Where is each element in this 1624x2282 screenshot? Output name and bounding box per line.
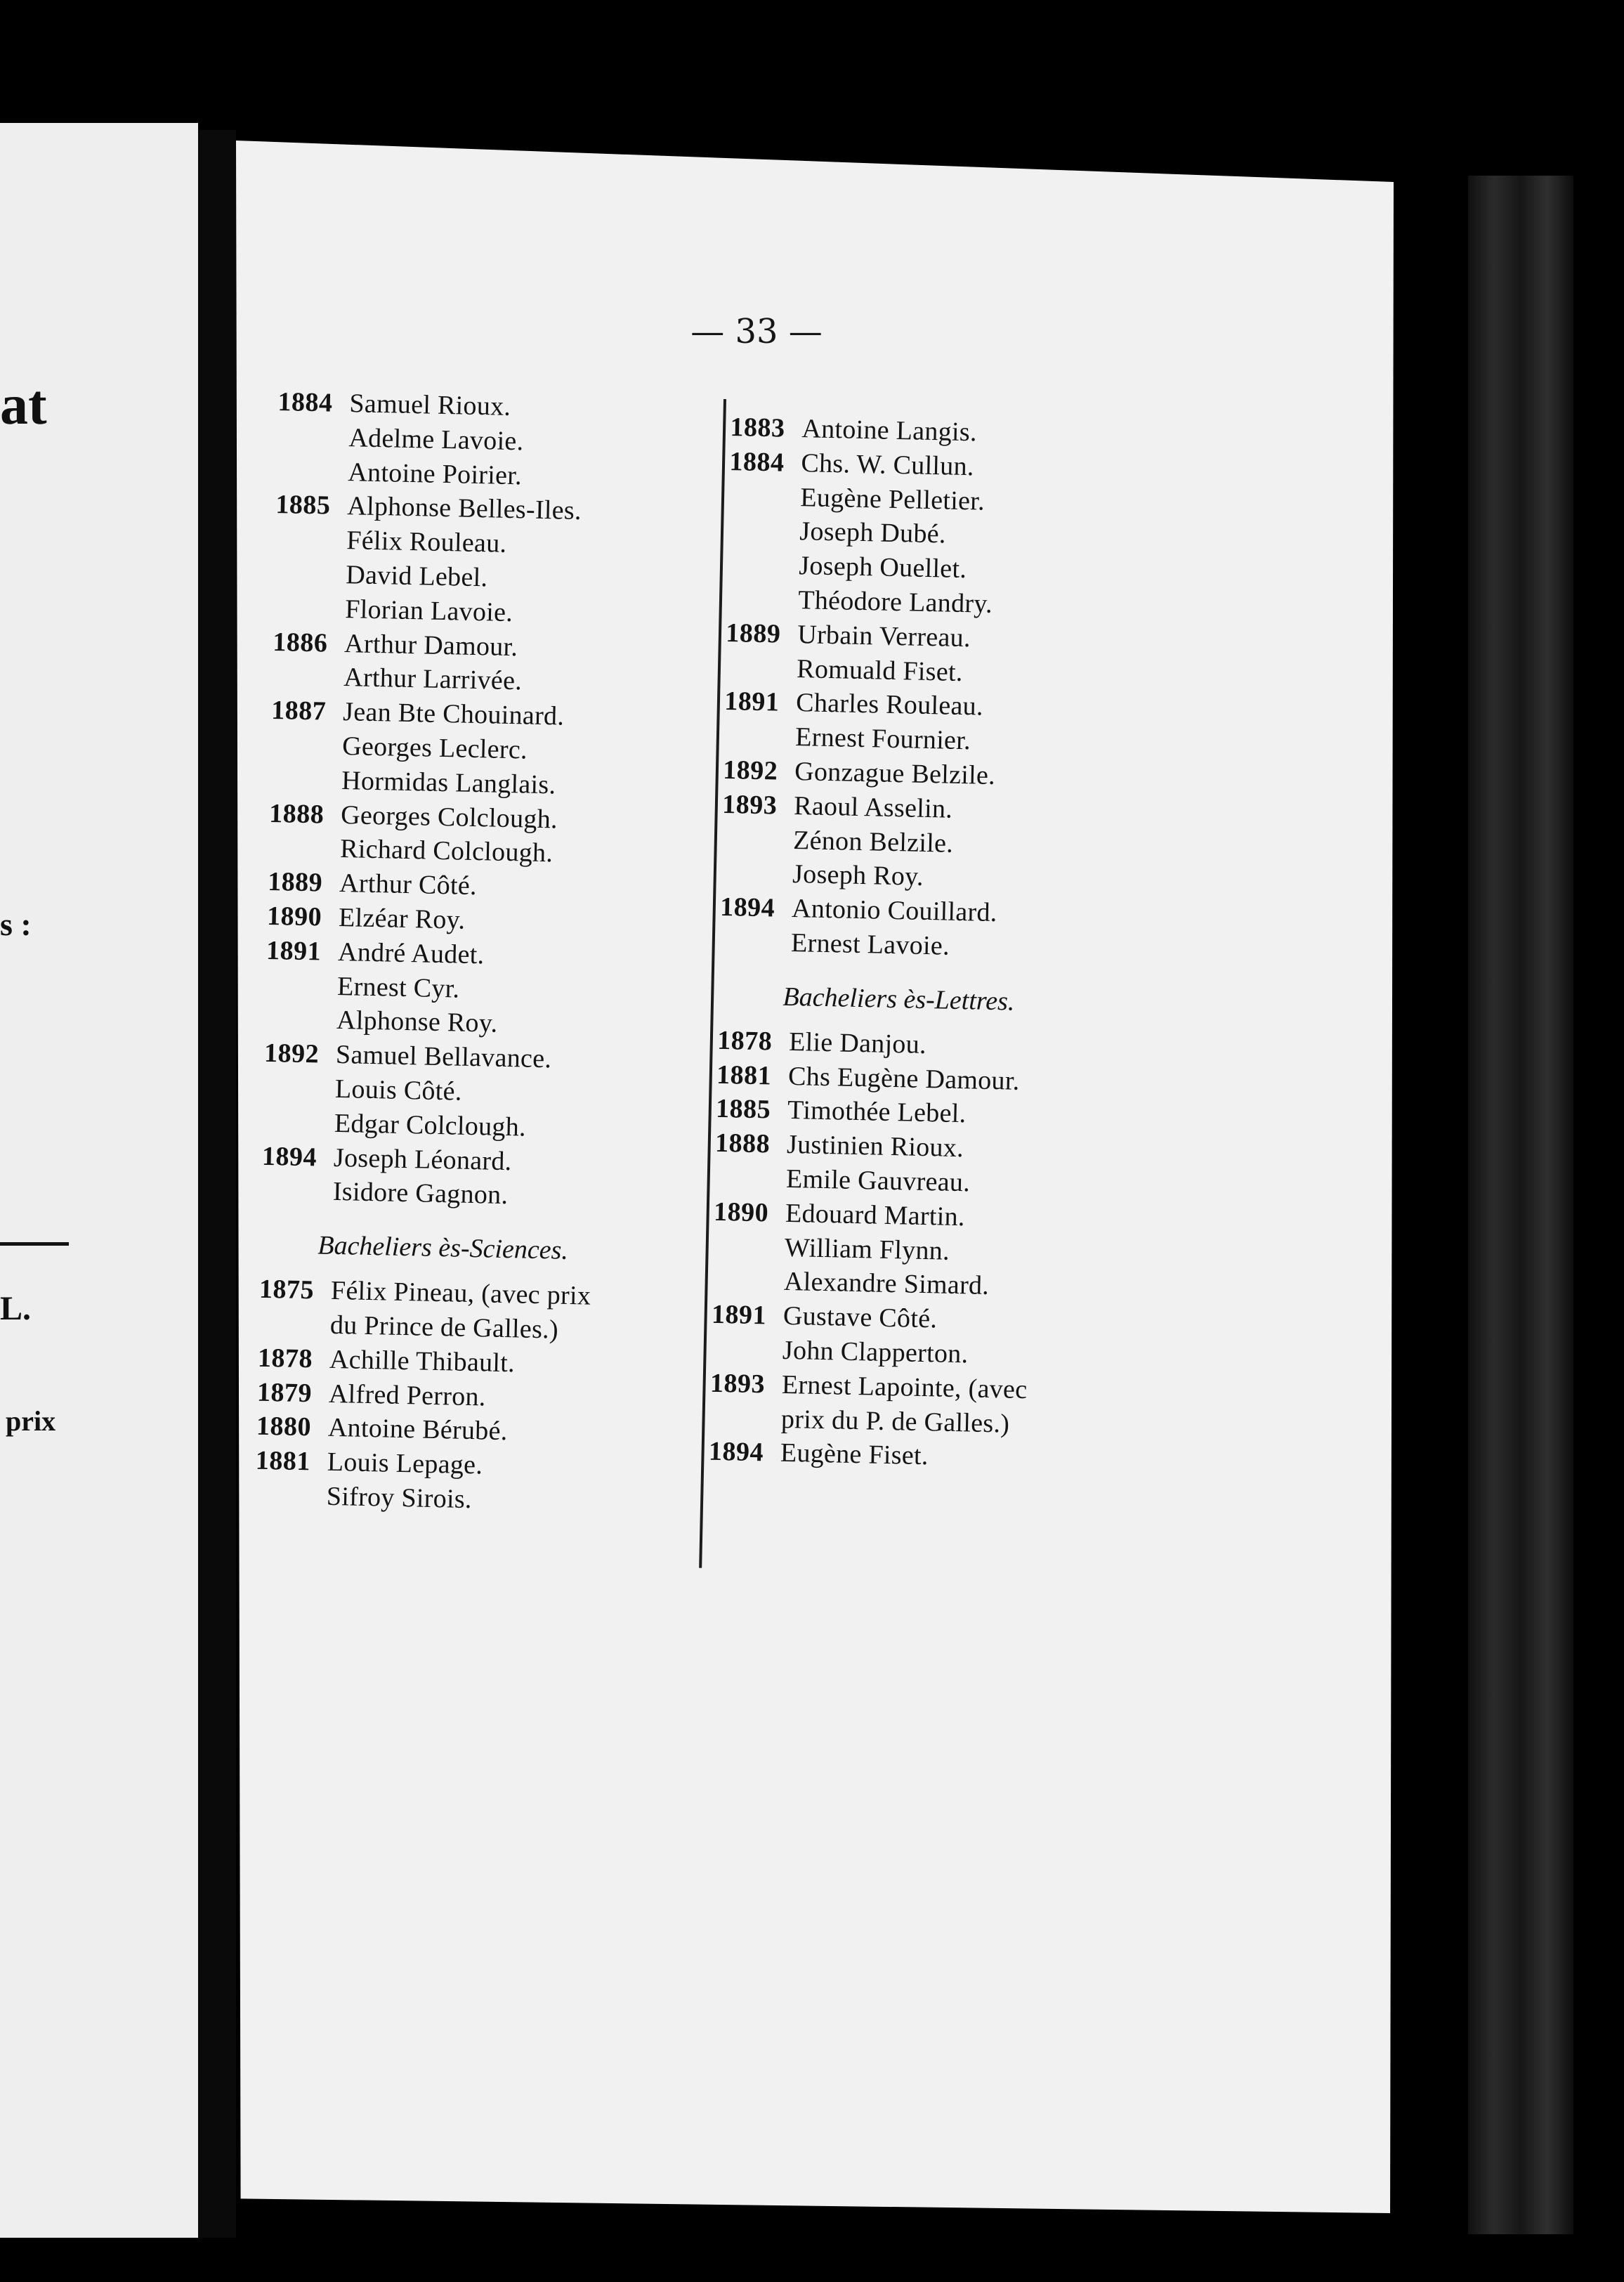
entry-name: Eugène Fiset. [780,1438,929,1471]
entry-name: André Audet. [337,937,485,970]
entry-name: Alphonse Roy. [336,1005,498,1039]
entry-year: 1894 [708,1436,764,1468]
left-group-2 [254,1272,692,1521]
entry-year: 1878 [716,1025,773,1057]
entry-name: Richard Colclough. [339,834,554,868]
entry-year [714,1161,787,1197]
entry-name: prix du P. de Galles.) [780,1404,1010,1439]
entry-year [721,856,793,892]
entry-year: 1890 [266,901,322,932]
entry-year: 1881 [716,1060,772,1090]
entry-name: Louis Lepage. [327,1447,483,1480]
entry-year: 1889 [267,867,323,898]
entry-name: du Prince de Galles.) [329,1310,559,1345]
entry-name: Alexandre Simard. [783,1267,990,1301]
entry-name: Antoine Langis. [801,414,978,448]
entry-year: 1881 [255,1445,311,1477]
entry-year [276,454,348,490]
entry-year: 1887 [270,696,327,726]
entry-name: Jean Bte Chouinard. [342,697,565,731]
entry-year [258,1307,331,1343]
entry-year: 1892 [722,755,778,786]
left-fragment-l: L. [0,1290,32,1327]
entry-year: 1879 [256,1377,313,1408]
entry-name: Elie Danjou. [788,1026,927,1060]
entry-year [712,1263,785,1299]
entry-year: 1880 [256,1411,312,1442]
entry-year: 1891 [723,686,780,717]
entry-name: Louis Côté. [334,1074,463,1107]
left-fragment-at: at [0,374,47,436]
entry-year: 1884 [277,386,333,418]
entry-name: Isidore Gagnon. [332,1177,509,1211]
entry-name: David Lebel. [345,560,488,593]
entry-year: 1889 [725,618,781,649]
entry-name: Joseph Ouellet. [798,551,967,585]
entry-name: Samuel Bellavance. [335,1040,552,1074]
entry-name: Ernest Lavoie. [790,927,950,961]
entry-name: Georges Colclough. [340,800,558,835]
entry-year: 1890 [713,1197,769,1228]
entry-year [265,1002,337,1038]
entry-name: Arthur Damour. [343,628,518,662]
entry-name: Gonzague Belzile. [794,756,996,790]
entry-name: Elzéar Roy. [338,902,466,935]
entry-name: Félix Rouleau. [346,526,507,559]
entry-year: 1883 [730,412,785,443]
entry-year [725,651,797,686]
entry-year: 1893 [709,1368,766,1400]
entry-year [728,513,800,549]
page-number: — 33 — [690,312,823,351]
entry-year [275,522,347,558]
entry-year [723,719,796,755]
entry-name: Edgar Colclough. [334,1108,527,1142]
entry-name: William Flynn. [784,1232,950,1266]
entry-name: Arthur Larrivée. [343,663,523,696]
entry-year: 1885 [715,1094,771,1125]
entry-name: Raoul Asselin. [793,790,953,824]
entry-name: Florian Lavoie. [344,594,513,627]
entry-year: 1875 [258,1274,315,1305]
entry-year [726,582,799,618]
entry-name: Eugène Pelletier. [799,482,985,516]
entry-year: 1885 [275,490,331,521]
entry-name: Alfred Perron. [328,1378,487,1412]
entry-year: 1892 [263,1038,320,1069]
entry-name: Ernest Lapointe, (avec [781,1369,1028,1404]
right-section-heading: Bacheliers ès-Lettres. [782,982,1015,1017]
entry-name: Georges Leclerc. [341,731,528,765]
entry-year [270,762,342,798]
entry-year: 1878 [257,1343,313,1374]
entry-year [263,1071,336,1107]
entry-name: Hormidas Langlais. [341,765,556,800]
entry-year [728,479,801,515]
book-spine [198,130,236,2238]
page-edges [1468,176,1573,2234]
entry-year [263,1105,335,1141]
entry-year [277,419,349,455]
entry-year [713,1229,785,1265]
entry-year [709,1400,781,1436]
entry-year [273,591,346,627]
entry-name: Timothée Lebel. [787,1095,967,1129]
entry-name: Samuel Rioux. [349,389,511,422]
entry-name: Justinien Rioux. [786,1130,964,1163]
entry-name: Ernest Fournier. [794,722,971,756]
entry-name: Théodore Landry. [797,585,993,619]
left-fragment-prix: prix [6,1405,56,1437]
entry-name: Zénon Belzile. [792,825,954,859]
entry-year: 1891 [711,1299,767,1331]
entry-name: Sifroy Sirois. [326,1481,473,1515]
entry-name: Alphonse Belles-Iles. [346,491,582,526]
entry-year [254,1478,327,1514]
entry-year [711,1332,783,1368]
entry-name: Antonio Couillard. [791,894,998,928]
entry-year: 1894 [261,1141,317,1172]
entry-year: 1888 [714,1128,771,1159]
left-page-rule [0,1242,69,1246]
entry-name: Gustave Côté. [782,1300,938,1334]
entry-year [719,925,792,960]
entry-year: 1894 [719,892,775,923]
entry-name: Emile Gauvreau. [785,1163,971,1198]
entry-year [721,821,794,857]
entry-name: Charles Rouleau. [795,688,984,722]
entry-year [272,659,344,695]
entry-name: Joseph Dubé. [799,516,947,549]
entry-year: 1884 [729,446,785,478]
left-column [254,385,710,1521]
entry-name: Joseph Roy. [792,859,924,892]
entry-year [274,556,346,592]
entry-name: Edouard Martin. [785,1198,966,1232]
entry-name: Chs Eugène Damour. [787,1061,1020,1096]
entry-name: Ernest Cyr. [336,971,460,1004]
right-group-1 [719,410,1180,968]
entry-name: Romuald Fiset. [796,653,964,687]
entry-name: Adelme Lavoie. [348,422,524,457]
entry-name: Félix Pineau, (avec prix [330,1275,591,1311]
right-group-2 [708,1024,1167,1479]
left-group-1 [261,385,710,1217]
entry-year: 1891 [266,935,322,967]
entry-year [261,1173,333,1209]
entry-year [268,830,341,866]
right-column [708,410,1179,1478]
entry-name: John Clapperton. [782,1335,969,1369]
entry-name: Achille Thibault. [329,1344,516,1378]
entry-year: 1893 [721,789,778,821]
left-section-heading: Bacheliers ès-Sciences. [317,1230,569,1266]
entry-name: Antoine Bérubé. [327,1413,508,1447]
entry-year: 1888 [268,798,325,830]
entry-year: 1886 [272,627,328,658]
entry-name: Antoine Poirier. [347,457,523,490]
left-page [0,123,198,2238]
entry-year [727,547,799,583]
entry-name: Arthur Côté. [339,868,478,901]
entry-year [270,728,343,764]
entry-name: Joseph Léonard. [333,1142,512,1176]
left-fragment-s: s : [0,906,32,942]
entry-year [266,967,338,1003]
entry-name: Chs. W. Cullun. [801,448,975,482]
entry-name: Urbain Verreau. [797,619,971,653]
